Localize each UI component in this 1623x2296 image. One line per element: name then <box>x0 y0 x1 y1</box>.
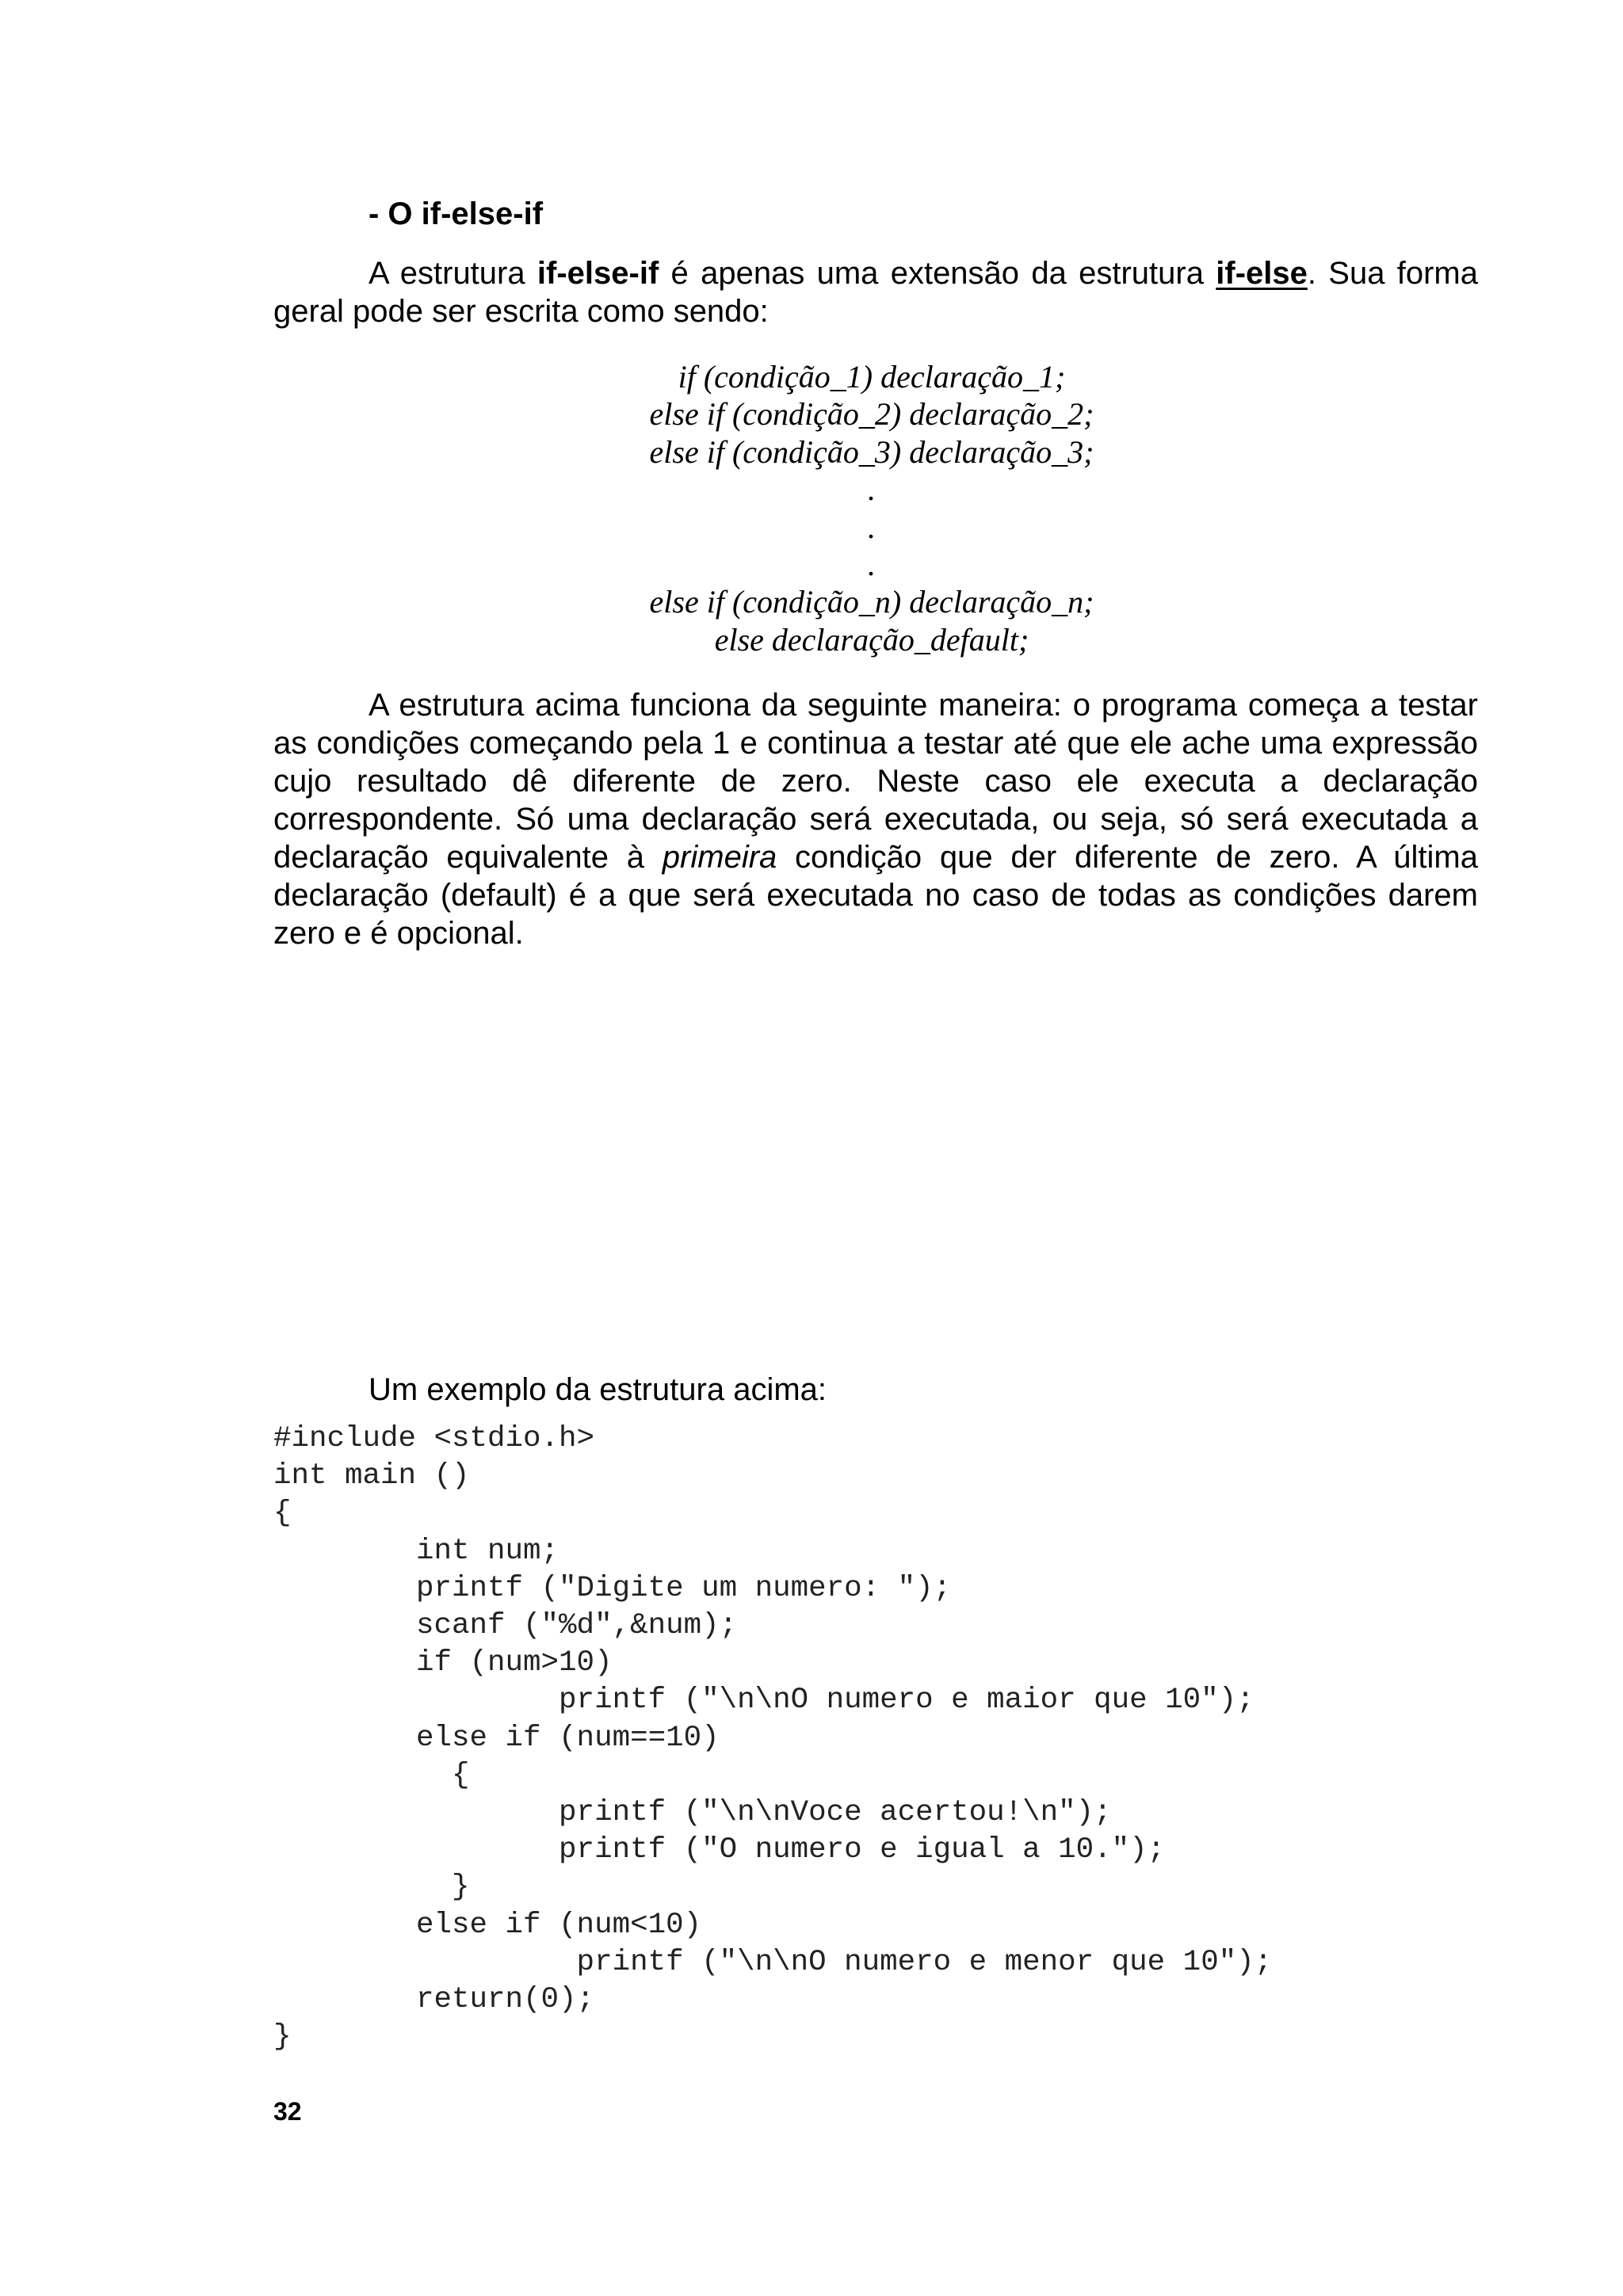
intro-paragraph <box>273 254 1478 330</box>
code-line: } <box>273 2020 292 2054</box>
intro-text-2: é apenas uma extensão da estrutura <box>659 256 1216 291</box>
intro-term-if-else: if-else <box>1216 256 1308 291</box>
code-line: { <box>273 1497 292 1531</box>
intro-text-1: A estrutura <box>369 256 537 291</box>
section-heading: - O if-else-if <box>369 196 544 231</box>
syntax-block <box>555 358 1189 658</box>
code-line: printf ("\n\nVoce acertou!\n"); <box>273 1796 1112 1830</box>
page-number: 32 <box>273 2097 302 2126</box>
syntax-ellipsis-dot: . <box>868 509 876 545</box>
syntax-line: else if (condição_2) declaração_2; <box>649 396 1094 433</box>
syntax-line: if (condição_1) declaração_1; <box>678 359 1066 395</box>
syntax-line: else if (condição_n) declaração_n; <box>649 584 1094 620</box>
explanation-text-1: A estrutura acima funciona da seguinte maneira: o programa começa a testar as condições começando pela 1 e continua a testar até que ele ache uma expressão cujo resultado dê diferente de zero. Neste caso ele executa a declaração correspondente. Só uma declaração será executada, ou seja, só será executada a declaração equivalente à <box>273 688 1478 875</box>
code-line: } <box>273 1871 470 1905</box>
code-line: scanf ("%d",&num); <box>273 1609 738 1643</box>
intro-term-if-else-if: if-else-if <box>537 256 659 291</box>
code-line: int main () <box>273 1459 470 1493</box>
code-line: else if (num==10) <box>273 1721 720 1755</box>
code-line: printf ("Digite um numero: "); <box>273 1571 952 1605</box>
code-line: else if (num<10) <box>273 1908 702 1942</box>
syntax-ellipsis-dot: . <box>868 471 876 508</box>
explanation-paragraph <box>273 686 1478 952</box>
code-line: return(0); <box>273 1983 595 2017</box>
example-intro: Um exemplo da estrutura acima: <box>369 1372 827 1407</box>
code-line: if (num>10) <box>273 1646 613 1680</box>
code-line: printf ("\n\nO numero e menor que 10"); <box>273 1945 1273 1979</box>
explanation-text-2: condição que der diferente de zero. A última declaração (default) é a que será executada no caso de todas as condições darem zero e é opcional. <box>273 840 1478 951</box>
syntax-line: else declaração_default; <box>714 621 1029 658</box>
code-line: #include <stdio.h> <box>273 1422 595 1455</box>
code-block <box>273 1421 1272 2056</box>
explanation-emphasis: primeira <box>662 840 777 875</box>
code-line: { <box>273 1758 470 1792</box>
syntax-ellipsis-dot: . <box>868 547 876 583</box>
syntax-line: else if (condição_3) declaração_3; <box>649 433 1094 470</box>
code-line: int num; <box>273 1534 559 1568</box>
code-line: printf ("O numero e igual a 10."); <box>273 1833 1166 1867</box>
intro-text-3: . Sua forma geral pode ser escrita como sendo: <box>273 256 1478 329</box>
code-line: printf ("\n\nO numero e maior que 10"); <box>273 1684 1254 1718</box>
